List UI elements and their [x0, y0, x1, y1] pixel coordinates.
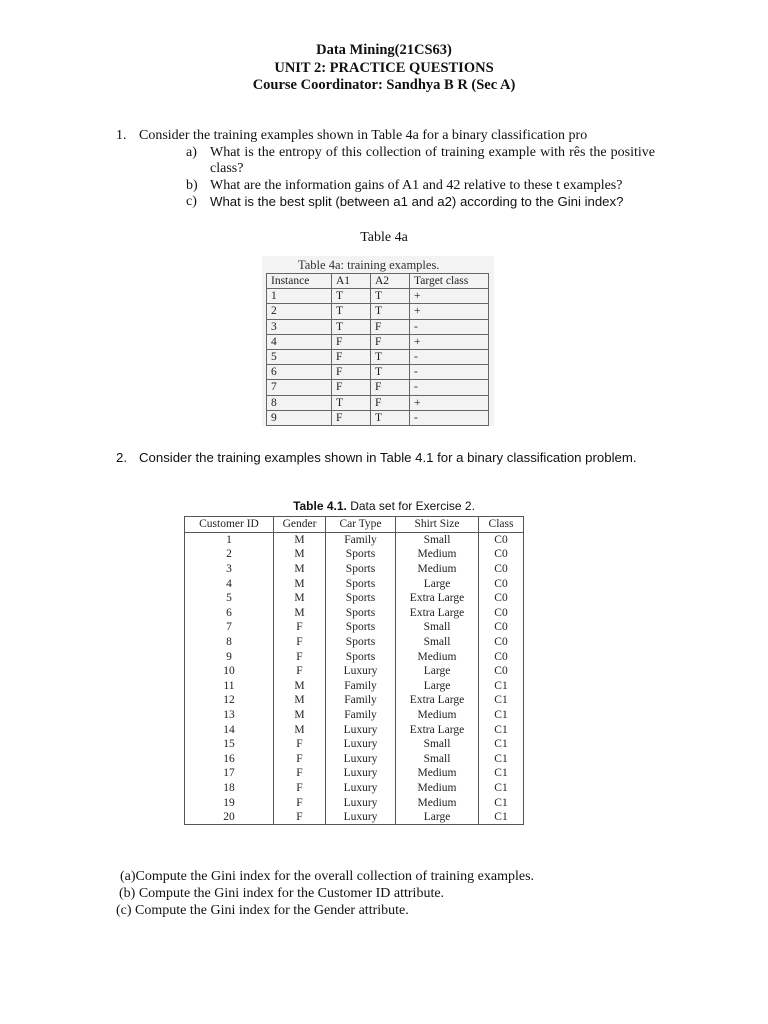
table-cell: F	[274, 635, 326, 650]
table-cell: F	[371, 319, 410, 334]
table-cell: F	[332, 380, 371, 395]
table-41	[184, 516, 524, 825]
table-cell: C0	[479, 664, 524, 679]
table-4a-image	[262, 256, 494, 426]
table-row	[185, 547, 524, 562]
part-letter: c)	[186, 194, 197, 210]
table-cell: 8	[185, 635, 274, 650]
table-cell: Small	[396, 532, 479, 547]
table-cell: C0	[479, 532, 524, 547]
table-cell: 13	[185, 708, 274, 723]
table-cell: Luxury	[326, 810, 396, 825]
table-row	[185, 576, 524, 591]
column-header: Class	[479, 517, 524, 533]
table-cell: M	[274, 547, 326, 562]
table-cell: C1	[479, 708, 524, 723]
table-cell: 10	[185, 664, 274, 679]
table-cell: -	[410, 365, 489, 380]
table-cell: 9	[185, 649, 274, 664]
gini-question-b: (b) Compute the Gini index for the Customer ID attribute.	[119, 886, 445, 901]
table-cell: Sports	[326, 562, 396, 577]
table-cell: T	[332, 319, 371, 334]
table-cell: Sports	[326, 547, 396, 562]
column-header: Instance	[267, 274, 332, 289]
table-cell: Extra Large	[396, 606, 479, 621]
table-cell: +	[410, 334, 489, 349]
table-cell: F	[274, 810, 326, 825]
table-row	[267, 380, 489, 395]
table-4a-inner-title: Table 4a: training examples.	[298, 258, 440, 272]
table-cell: 2	[185, 547, 274, 562]
table-row	[185, 664, 524, 679]
column-header: Gender	[274, 517, 326, 533]
table-cell: Medium	[396, 781, 479, 796]
table-cell: Luxury	[326, 664, 396, 679]
table-cell: M	[274, 591, 326, 606]
table-cell: F	[274, 752, 326, 767]
table-row	[185, 562, 524, 577]
table-cell: T	[371, 410, 410, 425]
table-cell: M	[274, 606, 326, 621]
table-cell: C0	[479, 591, 524, 606]
table-row	[267, 289, 489, 304]
table-cell: Family	[326, 708, 396, 723]
table-row	[185, 722, 524, 737]
table-cell: 2	[267, 304, 332, 319]
question-part-a	[116, 145, 655, 178]
part-text: What are the information gains of A1 and 42 relative to these t examples?	[210, 177, 623, 193]
table-cell: Sports	[326, 576, 396, 591]
table-cell: -	[410, 380, 489, 395]
question-part-c	[116, 194, 655, 212]
table-row	[185, 810, 524, 825]
table-cell: F	[274, 620, 326, 635]
table-row	[267, 395, 489, 410]
table-cell: M	[274, 679, 326, 694]
question-2	[116, 450, 636, 465]
table-cell: T	[371, 365, 410, 380]
table-cell: C1	[479, 737, 524, 752]
table-cell: 7	[267, 380, 332, 395]
table-cell: C0	[479, 620, 524, 635]
table-cell: F	[274, 737, 326, 752]
table-cell: F	[332, 410, 371, 425]
table-4a	[266, 273, 489, 426]
table-cell: Family	[326, 532, 396, 547]
table-row	[185, 737, 524, 752]
table-cell: Sports	[326, 606, 396, 621]
table-cell: 5	[267, 349, 332, 364]
table-cell: F	[332, 334, 371, 349]
table-cell: C0	[479, 576, 524, 591]
table-cell: Luxury	[326, 781, 396, 796]
coordinator-line: Course Coordinator: Sandhya B R (Sec A)	[252, 77, 516, 93]
table-row	[185, 708, 524, 723]
table-cell: 18	[185, 781, 274, 796]
table-row	[185, 752, 524, 767]
table-cell: 20	[185, 810, 274, 825]
caption-text: Data set for Exercise 2.	[346, 499, 475, 513]
table-cell: Medium	[396, 547, 479, 562]
table-cell: 14	[185, 722, 274, 737]
part-letter: b)	[186, 177, 198, 193]
table-row	[185, 620, 524, 635]
table-cell: Large	[396, 576, 479, 591]
table-cell: Family	[326, 679, 396, 694]
table-cell: Large	[396, 664, 479, 679]
table-cell: Sports	[326, 649, 396, 664]
caption-label: Table 4.1.	[293, 499, 347, 513]
table-row	[267, 349, 489, 364]
question-number: 2.	[116, 450, 127, 465]
table-cell: Luxury	[326, 752, 396, 767]
table-cell: T	[332, 289, 371, 304]
table-cell: C1	[479, 752, 524, 767]
table-cell: M	[274, 532, 326, 547]
table-cell: Extra Large	[396, 693, 479, 708]
table-row	[185, 635, 524, 650]
table-cell: Medium	[396, 562, 479, 577]
table-cell: 5	[185, 591, 274, 606]
question-part-b	[116, 178, 655, 195]
table-cell: C0	[479, 547, 524, 562]
table-row	[185, 649, 524, 664]
table-cell: Luxury	[326, 766, 396, 781]
table-cell: T	[371, 289, 410, 304]
table-cell: -	[410, 319, 489, 334]
table-cell: C1	[479, 766, 524, 781]
table-cell: Sports	[326, 620, 396, 635]
table-cell: M	[274, 708, 326, 723]
table-cell: 4	[185, 576, 274, 591]
question-number: 1.	[116, 128, 127, 143]
part-text: What is the entropy of this collection of training example with rês the positive class?	[210, 144, 655, 177]
table-cell: 12	[185, 693, 274, 708]
table-cell: -	[410, 349, 489, 364]
table-cell: Luxury	[326, 795, 396, 810]
table-cell: F	[274, 766, 326, 781]
table-cell: 17	[185, 766, 274, 781]
table-cell: 15	[185, 737, 274, 752]
table-cell: Medium	[396, 708, 479, 723]
table-cell: C1	[479, 781, 524, 796]
table-cell: F	[332, 349, 371, 364]
table-cell: +	[410, 304, 489, 319]
table-cell: Medium	[396, 766, 479, 781]
table-cell: M	[274, 693, 326, 708]
table-cell: Luxury	[326, 737, 396, 752]
document-header	[0, 42, 768, 95]
table-cell: T	[332, 304, 371, 319]
table-cell: 6	[185, 606, 274, 621]
table-cell: C0	[479, 649, 524, 664]
table-cell: Sports	[326, 635, 396, 650]
gini-question-c: (c) Compute the Gini index for the Gender attribute.	[116, 903, 409, 918]
table-cell: 4	[267, 334, 332, 349]
table-cell: C1	[479, 722, 524, 737]
course-title: Data Mining(21CS63)	[316, 42, 452, 58]
table-cell: Large	[396, 679, 479, 694]
table-row	[185, 693, 524, 708]
table-cell: C1	[479, 679, 524, 694]
table-cell: T	[371, 304, 410, 319]
table-cell: 9	[267, 410, 332, 425]
table-row	[185, 766, 524, 781]
table-cell: 3	[267, 319, 332, 334]
table-cell: F	[371, 380, 410, 395]
table-cell: Small	[396, 620, 479, 635]
part-text: What is the best split (between a1 and a2) according to the Gini index?	[210, 194, 624, 210]
table-row	[185, 591, 524, 606]
table-cell: +	[410, 289, 489, 304]
column-header: Car Type	[326, 517, 396, 533]
table-row	[185, 532, 524, 547]
column-header: Target class	[410, 274, 489, 289]
table-cell: Sports	[326, 591, 396, 606]
table-cell: Extra Large	[396, 591, 479, 606]
table-cell: +	[410, 395, 489, 410]
table-cell: Small	[396, 737, 479, 752]
table-cell: C1	[479, 693, 524, 708]
gini-questions	[116, 868, 534, 919]
column-header: Shirt Size	[396, 517, 479, 533]
table-cell: Extra Large	[396, 722, 479, 737]
gini-question-a: (a)Compute the Gini index for the overall collection of training examples.	[120, 869, 535, 884]
table-cell: Medium	[396, 649, 479, 664]
table-4a-caption: Table 4a	[360, 230, 408, 245]
table-cell: Small	[396, 752, 479, 767]
table-41-caption	[0, 499, 768, 513]
table-cell: Luxury	[326, 722, 396, 737]
table-cell: F	[274, 664, 326, 679]
question-stem: Consider the training examples shown in Table 4.1 for a binary classification problem.	[139, 450, 637, 465]
table-cell: T	[371, 349, 410, 364]
table-cell: M	[274, 562, 326, 577]
table-cell: M	[274, 576, 326, 591]
table-cell: T	[332, 395, 371, 410]
table-cell: 3	[185, 562, 274, 577]
table-cell: Large	[396, 810, 479, 825]
table-row	[267, 410, 489, 425]
table-row	[267, 319, 489, 334]
table-cell: 6	[267, 365, 332, 380]
table-cell: 11	[185, 679, 274, 694]
table-cell: C1	[479, 810, 524, 825]
table-cell: C0	[479, 606, 524, 621]
table-cell: 1	[185, 532, 274, 547]
column-header: Customer ID	[185, 517, 274, 533]
table-cell: 1	[267, 289, 332, 304]
table-row	[185, 795, 524, 810]
column-header: A2	[371, 274, 410, 289]
unit-title: UNIT 2: PRACTICE QUESTIONS	[274, 59, 494, 76]
table-cell: 19	[185, 795, 274, 810]
table-cell: 16	[185, 752, 274, 767]
question-stem: Consider the training examples shown in Table 4a for a binary classification pro	[139, 128, 588, 143]
table-cell: F	[274, 781, 326, 796]
question-1	[116, 128, 676, 212]
table-cell: F	[371, 395, 410, 410]
table-cell: F	[274, 649, 326, 664]
part-letter: a)	[186, 144, 197, 160]
table-cell: F	[332, 365, 371, 380]
table-cell: 7	[185, 620, 274, 635]
table-cell: Small	[396, 635, 479, 650]
table-row	[267, 365, 489, 380]
table-row	[185, 606, 524, 621]
table-cell: Family	[326, 693, 396, 708]
table-cell: Medium	[396, 795, 479, 810]
table-cell: C0	[479, 562, 524, 577]
table-row	[185, 781, 524, 796]
table-cell: C0	[479, 635, 524, 650]
column-header: A1	[332, 274, 371, 289]
table-cell: 8	[267, 395, 332, 410]
table-cell: -	[410, 410, 489, 425]
table-cell: F	[371, 334, 410, 349]
table-row	[267, 334, 489, 349]
table-cell: M	[274, 722, 326, 737]
table-row	[185, 679, 524, 694]
table-row	[267, 304, 489, 319]
table-cell: C1	[479, 795, 524, 810]
table-cell: F	[274, 795, 326, 810]
